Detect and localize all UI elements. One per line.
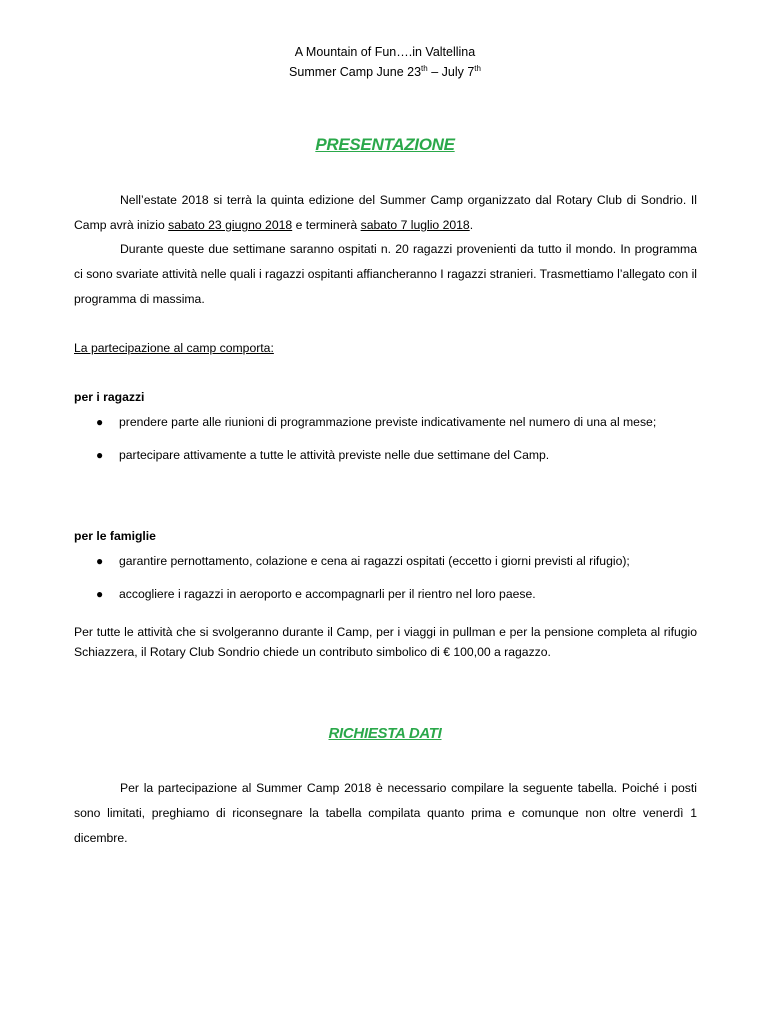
- list-item: garantire pernottamento, colazione e cena ai ragazzi ospitati (eccetto i giorni previsti al rifugio);: [119, 554, 630, 568]
- list-item: partecipare attivamente a tutte le attività previste nelle due settimane del Camp.: [119, 448, 550, 462]
- ragazzi-label: per i ragazzi: [74, 390, 145, 404]
- bullet-icon: ●: [96, 587, 104, 601]
- intro-text-b: e terminerà: [292, 218, 361, 232]
- partecipazione-label: La partecipazione al camp comporta:: [74, 341, 274, 355]
- subtitle-ordinal-2: th: [474, 64, 481, 73]
- bullet-icon: ●: [96, 415, 104, 429]
- subtitle-mid: – July 7: [427, 65, 475, 80]
- bullet-icon: ●: [96, 554, 104, 568]
- document-title: A Mountain of Fun….in Valtellina: [294, 45, 476, 59]
- paragraph-richiesta: Per la partecipazione al Summer Camp 2018 è necessario compilare la seguente tabella. Poiché i posti sono limitati, preghiamo di riconsegnare la tabella compilata quanto prima e comunque non oltre venerdì 1 dicembre.: [74, 781, 697, 845]
- document-subtitle: [0, 61, 770, 80]
- paragraph-intro: [74, 188, 697, 238]
- section-heading-richiesta-dati: RICHIESTA DATI: [328, 725, 442, 742]
- subtitle-ordinal-1: th: [421, 64, 428, 73]
- camp-start-date: sabato 23 giugno 2018: [168, 218, 293, 232]
- paragraph-contributo: Per tutte le attività che si svolgeranno durante il Camp, per i viaggi in pullman e per la pensione completa al rifugio Schiazzera, il Rotary Club Sondrio chiede un contributo simbolico di € 100,00 a ragazzo.: [74, 625, 697, 659]
- list-item: prendere parte alle riunioni di programmazione previste indicativamente nel numero di una al mese;: [119, 415, 657, 429]
- camp-end-date: sabato 7 luglio 2018: [360, 218, 470, 232]
- bullet-icon: ●: [96, 448, 104, 462]
- paragraph-program: Durante queste due settimane saranno ospitati n. 20 ragazzi provenienti da tutto il mondo. In programma ci sono svariate attività nelle quali i ragazzi ospitanti affiancheranno I ragazzi stranieri. Trasmettiamo l’allegato con il programma di massima.: [74, 242, 698, 306]
- list-item: accogliere i ragazzi in aeroporto e accompagnarli per il rientro nel loro paese.: [119, 587, 536, 601]
- intro-text-c: .: [469, 218, 474, 232]
- section-heading-presentazione: PRESENTAZIONE: [315, 135, 455, 154]
- subtitle-start: Summer Camp June 23: [289, 65, 422, 80]
- intro-text-a: Nell’estate 2018 si terrà la quinta edizione del Summer Camp organizzato dal Rotary Club di Sondrio. Il Camp avrà inizio: [74, 193, 697, 232]
- famiglie-label: per le famiglie: [74, 529, 156, 543]
